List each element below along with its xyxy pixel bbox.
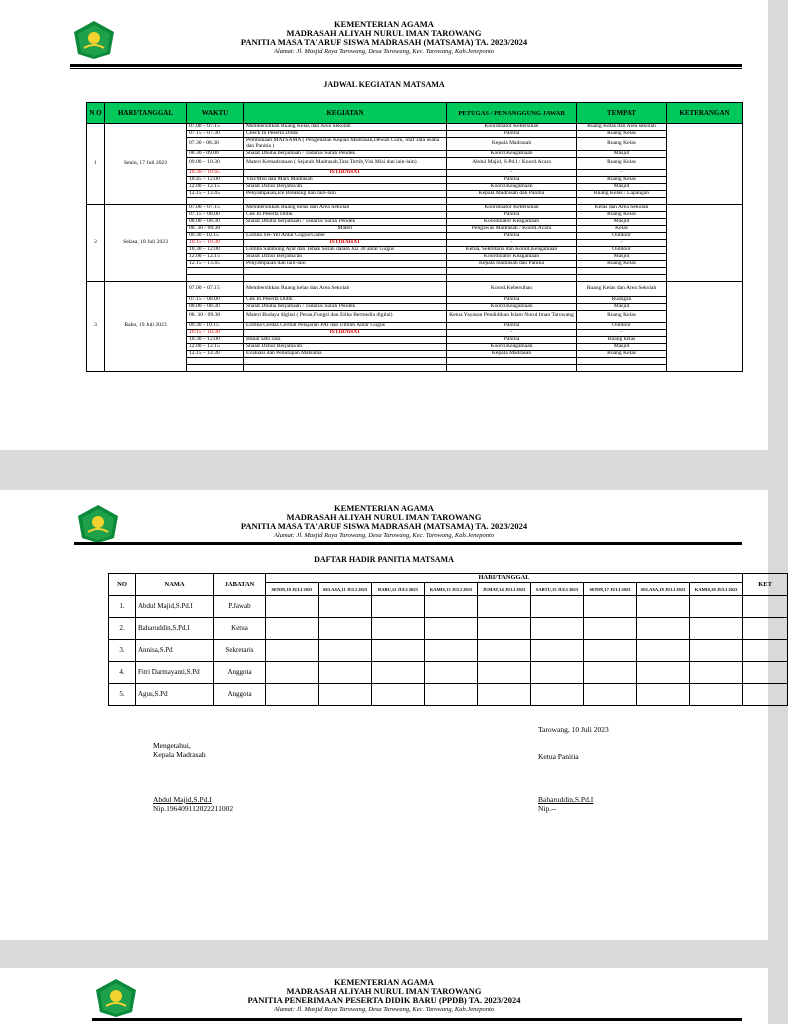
officer-cell: Panitia: [447, 131, 577, 138]
attendance-sign-cell[interactable]: [372, 662, 425, 684]
member-no: 5.: [109, 684, 136, 706]
time-cell: 10.30 – 12.00: [187, 336, 244, 343]
activity-cell: Shalat Dhuha berjamaah / Tadarus Surah Pendek: [244, 218, 447, 225]
day-date: Rabu, 19 Juli 2023: [105, 281, 187, 371]
place-cell: -: [577, 169, 667, 176]
officer-cell: Koord.Keagamaan: [447, 343, 577, 350]
member-no: 1.: [109, 596, 136, 618]
schedule-row: [87, 124, 743, 131]
address: Alamat: Jl. Masjid Raya Tarowang, Desa Tarowang, Kec. Tarowang, Kab.Jeneponto: [273, 1006, 495, 1013]
col-note: KETERANGAN: [667, 103, 743, 124]
header-rule-thin: [70, 68, 742, 69]
attendance-sign-cell[interactable]: [266, 662, 319, 684]
chair-nip: Nip.--: [538, 804, 557, 813]
member-no: 3.: [109, 640, 136, 662]
address: Alamat: Jl. Masjid Raya Tarowang, Desa Tarowang, Kec. Tarowang, Kab.Jeneponto: [273, 532, 495, 539]
activity-cell: Visi/Misi dan Mars Madrasah: [244, 176, 447, 183]
attendance-sign-cell[interactable]: [425, 618, 478, 640]
letterhead: [0, 20, 768, 56]
place-cell: -: [577, 329, 667, 336]
place-cell: [577, 364, 667, 371]
activity-cell: Penyampaian,Ice Breaking dan lain-lain: [244, 190, 447, 197]
officer-cell: Koordinator Kebersihan: [447, 204, 577, 211]
member-position: P.Jawab: [214, 596, 266, 618]
attendance-sign-cell[interactable]: [266, 684, 319, 706]
officer-cell: Pengawas Madrasah / Koord.Acara: [447, 225, 577, 232]
time-cell: 12.15 – 14.30: [187, 350, 244, 357]
officer-cell: Koordinator Keagamaan: [447, 253, 577, 260]
att-date-col: KAMIS,13 JULI 2023: [425, 583, 478, 596]
col-day: HARI/TANGGAL: [105, 103, 187, 124]
attendance-body: [109, 596, 788, 706]
time-cell: 07.00 – 07.15: [187, 281, 244, 296]
schedule-title: JADWAL KEGIATAN MATSAMA: [323, 80, 445, 89]
officer-cell: Kepala Madrasah dan Panitia: [447, 190, 577, 197]
place-cell: Masjid: [577, 150, 667, 157]
school-name: MADRASAH ALIYAH NURUL IMAN TAROWANG: [286, 512, 482, 522]
activity-cell: Lomba Sambung Ayat dan Tebak Surah dalam Juz 30 antar Gugus: [244, 246, 447, 253]
officer-cell: -: [447, 239, 577, 246]
time-cell: 08.00 – 08.30: [187, 218, 244, 225]
activity-cell: Bubar satu rasa: [244, 336, 447, 343]
member-name: Fitri Darmayanti,S.Pd: [136, 662, 214, 684]
attendance-sign-cell[interactable]: [637, 640, 690, 662]
place-cell: Masjid: [577, 343, 667, 350]
place-cell: Ruang Kelas dan Area sekolah: [577, 124, 667, 131]
place-cell: Kelas: [577, 225, 667, 232]
activity-cell: Cek In Peserta Didik: [244, 211, 447, 218]
activity-cell: ISTIRAHAT: [244, 239, 447, 246]
attendance-sign-cell[interactable]: [584, 618, 637, 640]
letterhead: [0, 978, 768, 1014]
attendance-sign-cell[interactable]: [372, 684, 425, 706]
attendance-sign-cell[interactable]: [319, 662, 372, 684]
col-place: TEMPAT: [577, 103, 667, 124]
activity-cell: Shalat Dhuha berjamaah / Tadarus Surah Pendek: [244, 150, 447, 157]
officer-cell: Koordinator Keagamaan: [447, 218, 577, 225]
activity-cell: Materi: [244, 225, 447, 232]
committee-name: PANITIA PENERIMAAN PESERTA DIDIK BARU (PPDB) TA. 2023/2024: [247, 995, 521, 1005]
attendance-row: [109, 618, 788, 640]
place-cell: Ruang Kelas: [577, 176, 667, 183]
place-cell: Ruang Kelas dan Area Sekolah: [577, 281, 667, 296]
attendance-sign-cell[interactable]: [584, 596, 637, 618]
ministry-name: KEMENTERIAN AGAMA: [334, 503, 434, 513]
activity-cell: Shalat Dzhur Berjama'ah: [244, 343, 447, 350]
attendance-sign-cell[interactable]: [266, 618, 319, 640]
time-cell: 12.00 – 12.15: [187, 253, 244, 260]
note-cell: [667, 124, 743, 205]
member-position: Ketua: [214, 618, 266, 640]
attendance-sign-cell[interactable]: [531, 618, 584, 640]
officer-cell: [447, 274, 577, 281]
att-date-col: SENIN,17 JULI 2023: [584, 583, 637, 596]
place-cell: Ruang Kelas: [577, 260, 667, 267]
place-cell: Outdoor: [577, 246, 667, 253]
activity-cell: Check In Peserta Didik: [244, 131, 447, 138]
time-cell: 09.00 – 10.30: [187, 157, 244, 169]
place-date: Tarowang, 10 Juli 2023: [538, 725, 609, 734]
attendance-sign-cell[interactable]: [531, 596, 584, 618]
time-cell: [187, 274, 244, 281]
chair-role: Ketua Panitia: [538, 752, 579, 761]
header-rule: [92, 1018, 742, 1021]
place-cell: -: [577, 239, 667, 246]
activity-cell: Evaluasi dan Penutupan Matsama: [244, 350, 447, 357]
time-cell: 12.15 – 13.45: [187, 260, 244, 267]
attendance-sign-cell[interactable]: [319, 684, 372, 706]
att-date-col: SABTU,15 JULI 2023: [531, 583, 584, 596]
attendance-sign-cell[interactable]: [425, 684, 478, 706]
officer-cell: Koordinator Kebersihan: [447, 124, 577, 131]
place-cell: Masjid: [577, 253, 667, 260]
activity-cell: Membersihkan Ruang kelas dan Area Sekolah: [244, 281, 447, 296]
time-cell: 12.00 – 12.15: [187, 343, 244, 350]
school-name: MADRASAH ALIYAH NURUL IMAN TAROWANG: [286, 986, 482, 996]
time-cell: 10.30 – 10.45: [187, 169, 244, 176]
attendance-sign-cell[interactable]: [319, 618, 372, 640]
attendance-sign-cell[interactable]: [319, 596, 372, 618]
address: Alamat: Jl. Masjid Raya Tarowang, Desa Tarowang, Kec. Tarowang, Kab.Jeneponto: [273, 48, 495, 55]
place-cell: Kelas dan Area Sekolah: [577, 204, 667, 211]
time-cell: 10.15 – 10.30: [187, 239, 244, 246]
schedule-body: [87, 124, 743, 372]
ministry-name: KEMENTERIAN AGAMA: [334, 19, 434, 29]
attendance-sign-cell[interactable]: [478, 640, 531, 662]
place-cell: [577, 357, 667, 364]
activity-cell: Membersihkan Ruang Kelas dan Area Sekolah: [244, 124, 447, 131]
header-rule: [74, 542, 742, 545]
attendance-row: [109, 662, 788, 684]
officer-cell: Koord.Keagamaan: [447, 303, 577, 310]
officer-cell: Panitia: [447, 176, 577, 183]
time-cell: 10.45 – 12.00: [187, 176, 244, 183]
attendance-sign-cell[interactable]: [425, 640, 478, 662]
activity-cell: [244, 364, 447, 371]
attendance-sign-cell[interactable]: [372, 618, 425, 640]
attendance-sign-cell[interactable]: [690, 640, 743, 662]
schedule-row: [87, 281, 743, 296]
officer-cell: Koord.Keagamaan: [447, 150, 577, 157]
att-date-col: JUMAT,14 JULI 2023: [478, 583, 531, 596]
letterhead: [0, 504, 768, 540]
place-cell: [577, 267, 667, 274]
attendance-sign-cell[interactable]: [690, 662, 743, 684]
time-cell: 10.15 – 10.30: [187, 329, 244, 336]
att-col-name: NAMA: [136, 574, 214, 596]
col-activity: KEGIATAN: [244, 103, 447, 124]
time-cell: 12.15 – 13.45: [187, 190, 244, 197]
head-role: Kepala Madrasah: [153, 750, 206, 759]
attendance-sign-cell[interactable]: [266, 640, 319, 662]
time-cell: 08. 30 - 09.30: [187, 225, 244, 232]
time-cell: 07.15 – 07.30: [187, 131, 244, 138]
place-cell: Ruang Kelas: [577, 138, 667, 151]
attendance-sign-cell[interactable]: [637, 618, 690, 640]
col-officer: PETUGAS / PENANGGUNG JAWAB: [447, 103, 577, 124]
att-col-daygroup: HARI/TANGGAL: [266, 574, 743, 583]
attendance-sign-cell[interactable]: [690, 684, 743, 706]
member-name: Baharuddin,S.Pd.I: [136, 618, 214, 640]
time-cell: [187, 357, 244, 364]
activity-cell: Penyampaian dan lain-lain: [244, 260, 447, 267]
ministry-name: KEMENTERIAN AGAMA: [334, 977, 434, 987]
time-cell: 09.30 - 10.15: [187, 322, 244, 329]
time-cell: [187, 267, 244, 274]
officer-cell: Panitia: [447, 232, 577, 239]
attendance-title: DAFTAR HADIR PANITIA MATSAMA: [314, 555, 454, 564]
officer-cell: Kepala Madrasah: [447, 350, 577, 357]
chair-name: Baharuddin,S.Pd.I: [538, 795, 594, 804]
committee-name: PANITIA MASA TA'ARUF SISWA MADRASAH (MATSAMA) TA. 2023/2024: [240, 37, 528, 47]
day-number: 1: [87, 124, 105, 205]
att-date-col: SELASA,11 JULI 2023: [319, 583, 372, 596]
att-date-col: SENIN,10 JULI 2023: [266, 583, 319, 596]
activity-cell: Shalat Dhuha berjamaah / Tadarus Surah Pendek: [244, 303, 447, 310]
attendance-sign-cell[interactable]: [425, 596, 478, 618]
activity-cell: [244, 357, 447, 364]
att-col-no: NO: [109, 574, 136, 596]
attendance-note-cell[interactable]: [743, 596, 788, 618]
attendance-note-cell[interactable]: [743, 618, 788, 640]
activity-cell: Cek In Peserta Didik: [244, 296, 447, 303]
time-cell: 07.00 – 07.15: [187, 204, 244, 211]
day-date: Selasa, 18 Juli 2023: [105, 204, 187, 281]
att-col-note: KET: [743, 574, 788, 596]
time-cell: 12.00 – 12.15: [187, 183, 244, 190]
time-cell: 10.30 – 12.00: [187, 246, 244, 253]
schedule-table: [86, 102, 743, 372]
page-attendance: [0, 490, 772, 940]
col-time: WAKTU: [187, 103, 244, 124]
place-cell: Outdoor: [577, 232, 667, 239]
sig-left: [153, 795, 233, 813]
activity-cell: [244, 274, 447, 281]
officer-cell: Panitia: [447, 336, 577, 343]
activity-cell: ISTIRAHAT: [244, 329, 447, 336]
officer-cell: Koord.Kebersihan: [447, 281, 577, 296]
attendance-sign-cell[interactable]: [478, 618, 531, 640]
activity-cell: Lomba Cerdas Cermat Pelajaran PAI dan Umum Antar Gugus: [244, 322, 447, 329]
attendance-sign-cell[interactable]: [266, 596, 319, 618]
place-cell: Masjid: [577, 183, 667, 190]
member-name: Agus,S.Pd: [136, 684, 214, 706]
activity-cell: [244, 267, 447, 274]
officer-cell: Panitia: [447, 322, 577, 329]
attendance-sign-cell[interactable]: [637, 596, 690, 618]
attendance-sign-cell[interactable]: [690, 618, 743, 640]
attendance-sign-cell[interactable]: [372, 640, 425, 662]
attendance-note-cell[interactable]: [743, 684, 788, 706]
attendance-sign-cell[interactable]: [478, 596, 531, 618]
head-nip: Nip.196409112022211002: [153, 804, 234, 813]
officer-cell: -: [447, 169, 577, 176]
page-ppdb: [0, 968, 768, 1024]
member-no: 4.: [109, 662, 136, 684]
place-cell: Ruang Kelas: [577, 157, 667, 169]
time-cell: 07.15 – 08.00: [187, 211, 244, 218]
activity-cell: ISTIRAHAT: [244, 169, 447, 176]
place-cell: Outdoor: [577, 322, 667, 329]
activity-cell: Membersihkan Ruang kelas dan Area Sekolah: [244, 204, 447, 211]
att-date-col: SELASA,18 JULI 2023: [637, 583, 690, 596]
attendance-table: [108, 573, 788, 706]
attendance-sign-cell[interactable]: [531, 640, 584, 662]
time-cell: 08. 30 - 09.30: [187, 310, 244, 322]
officer-cell: Panitia: [447, 296, 577, 303]
activity-cell: Shalat Dzhur Berjama'ah: [244, 183, 447, 190]
place-cell: Ruang Kelas / Lapangan: [577, 190, 667, 197]
officer-cell: -: [447, 329, 577, 336]
attendance-sign-cell[interactable]: [478, 662, 531, 684]
place-cell: Ruang Kelas: [577, 310, 667, 322]
officer-cell: Ketua Yayasan Pendidikan Islam Nurul Iman Tarowang: [447, 310, 577, 322]
member-name: Annisa,S.Pd: [136, 640, 214, 662]
attendance-sign-cell[interactable]: [637, 684, 690, 706]
activity-cell: Shalat Dzhur Berjama'ah: [244, 253, 447, 260]
attendance-row: [109, 684, 788, 706]
place-cell: Ruang Kelas: [577, 211, 667, 218]
school-name: MADRASAH ALIYAH NURUL IMAN TAROWANG: [286, 28, 482, 38]
place-cell: Ruangan: [577, 296, 667, 303]
header-rule: [70, 64, 742, 67]
officer-cell: Kepala madrasah dan Panitia: [447, 260, 577, 267]
time-cell: [187, 364, 244, 371]
att-date-col: RABU,12 JULI 2023: [372, 583, 425, 596]
officer-cell: [447, 364, 577, 371]
sig-known: [153, 741, 206, 759]
activity-cell: Materi Kemadrasaan ( Sejarah Madrasah,Tata Tertib,Visi Misi dan lain-lain): [244, 157, 447, 169]
day-date: Senin, 17 Juli 2023: [105, 124, 187, 205]
attendance-note-cell[interactable]: [743, 640, 788, 662]
attendance-sign-cell[interactable]: [478, 684, 531, 706]
attendance-note-cell[interactable]: [743, 662, 788, 684]
time-cell: 07.00 – 07.15: [187, 124, 244, 131]
attendance-sign-cell[interactable]: [584, 640, 637, 662]
place-cell: [577, 274, 667, 281]
committee-name: PANITIA MASA TA'ARUF SISWA MADRASAH (MATSAMA) TA. 2023/2024: [240, 521, 528, 531]
attendance-sign-cell[interactable]: [584, 662, 637, 684]
place-cell: Ruang Kelas: [577, 350, 667, 357]
attendance-sign-cell[interactable]: [319, 640, 372, 662]
activity-cell: Materi Budaya digital ( Peran,Fungsi dan Etika Bermedia digital): [244, 310, 447, 322]
place-cell: Masjid: [577, 303, 667, 310]
attendance-sign-cell[interactable]: [531, 662, 584, 684]
member-position: Anggota: [214, 662, 266, 684]
officer-cell: Panitia: [447, 211, 577, 218]
day-number: 3: [87, 281, 105, 371]
attendance-sign-cell[interactable]: [531, 684, 584, 706]
time-cell: 08.00 – 08.30: [187, 303, 244, 310]
attendance-sign-cell[interactable]: [425, 662, 478, 684]
member-no: 2.: [109, 618, 136, 640]
attendance-row: [109, 596, 788, 618]
activity-cell: Lomba Yel-Yel Antar Gugus/Game: [244, 232, 447, 239]
member-name: Abdul Majid,S.Pd.I: [136, 596, 214, 618]
officer-cell: Ketua, Sekretaris dan Koord.Keagamaan: [447, 246, 577, 253]
schedule-row: [87, 204, 743, 211]
attendance-sign-cell[interactable]: [690, 596, 743, 618]
officer-cell: Koord.Keagamaan: [447, 183, 577, 190]
head-name: Abdul Majid,S.Pd.I: [153, 795, 212, 804]
page-schedule: [0, 0, 768, 450]
place-cell: Ruang Kelas: [577, 131, 667, 138]
known-label: Mengetahui,: [153, 741, 191, 750]
time-cell: 07.30 - 08.30: [187, 138, 244, 151]
member-position: Anggota: [214, 684, 266, 706]
day-number: 2: [87, 204, 105, 281]
attendance-sign-cell[interactable]: [372, 596, 425, 618]
note-cell: [667, 281, 743, 371]
attendance-row: [109, 640, 788, 662]
att-col-position: JABATAN: [214, 574, 266, 596]
place-cell: Masjid: [577, 218, 667, 225]
officer-cell: [447, 267, 577, 274]
officer-cell: [447, 357, 577, 364]
attendance-sign-cell[interactable]: [637, 662, 690, 684]
officer-cell: Abdul Majid, S.Pd.I / Koord.Acara: [447, 157, 577, 169]
col-no: N O: [87, 103, 105, 124]
time-cell: 09.30 - 10.15: [187, 232, 244, 239]
time-cell: 07.15 – 08.00: [187, 296, 244, 303]
officer-cell: Kepala Madrasah: [447, 138, 577, 151]
member-position: Sekretaris: [214, 640, 266, 662]
note-cell: [667, 204, 743, 281]
sig-right: [538, 795, 593, 813]
att-date-col: KAMIS,20 JULI 2023: [690, 583, 743, 596]
attendance-sign-cell[interactable]: [584, 684, 637, 706]
activity-cell: Pembukaan MATSAMA ( Pengenalan Kepala Madrasah,Dewan Guru, Staf Tata usaha dan Panitia ): [244, 138, 447, 151]
place-cell: Ruang kelas: [577, 336, 667, 343]
time-cell: 08.30 - 09.00: [187, 150, 244, 157]
